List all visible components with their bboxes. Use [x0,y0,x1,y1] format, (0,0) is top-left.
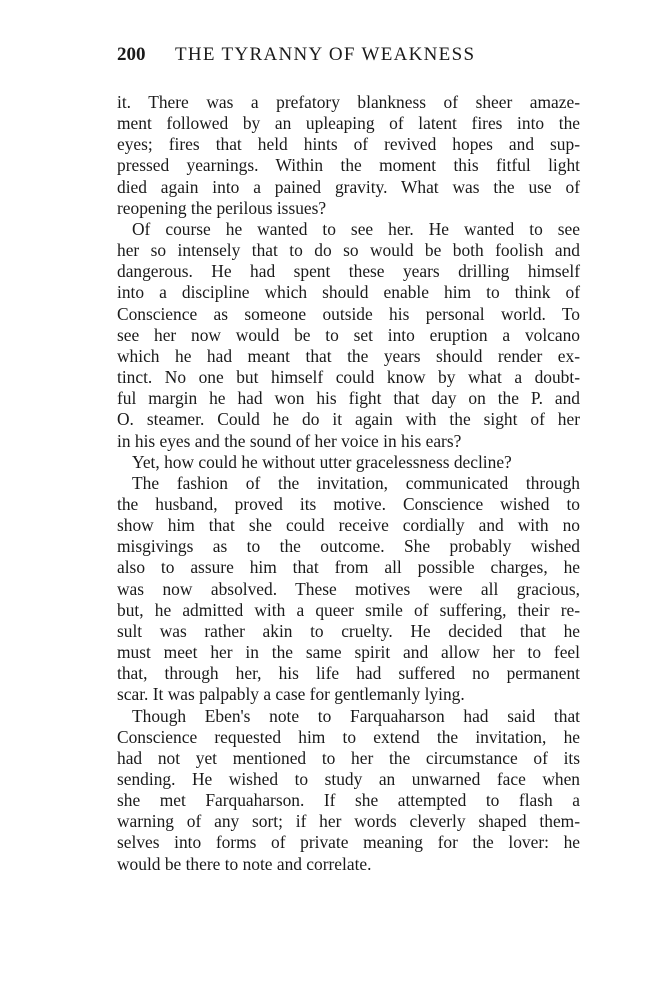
running-header [117,44,532,68]
text-line: Of course he wanted to see her. He wanted to see [132,218,580,239]
text-line: see her now would be to set into eruption a volcano [117,324,580,345]
text-line: she met Farquaharson. If she attempted to flash a [117,790,580,811]
text-line: O. steamer. Could he do it again with the sight of her [117,409,580,430]
page-number: 200 [117,44,146,65]
text-line: warning of any sort; if her words cleverly shaped them- [117,811,580,832]
text-line: dangerous. He had spent these years drilling himself [117,261,580,282]
text-line: The fashion of the invitation, communicated through [132,472,580,493]
text-line: Conscience requested him to extend the invitation, he [117,726,580,747]
text-line: pressed yearnings. Within the moment this fitful light [117,155,580,176]
text-line: selves into forms of private meaning for the lover: he [117,832,580,853]
body-text [117,92,580,875]
text-line: her so intensely that to do so would be both foolish and [117,240,580,261]
text-line: that, through her, his life had suffered no permanent [117,663,580,684]
text-line: also to assure him that from all possible charges, he [117,557,580,578]
text-line: sult was rather akin to cruelty. He decided that he [117,620,580,641]
text-line: but, he admitted with a queer smile of suffering, their re- [117,599,580,620]
text-line: misgivings as to the outcome. She probably wished [117,536,580,557]
text-line: the husband, proved its motive. Conscience wished to [117,493,580,514]
text-line: Conscience as someone outside his personal world. To [117,303,580,324]
text-line: show him that she could receive cordially and with no [117,515,580,536]
text-line: reopening the perilous issues? [117,197,327,218]
text-line: tinct. No one but himself could know by what a doubt- [117,367,580,388]
running-title: THE TYRANNY OF WEAKNESS [175,44,476,65]
text-line: Yet, how could he without utter gracelessness decline? [132,451,512,472]
text-line: eyes; fires that held hints of revived hopes and sup- [117,134,580,155]
text-line: it. There was a prefatory blankness of sheer amaze- [117,92,580,112]
text-line: which he had meant that the years should render ex- [117,345,580,366]
text-line: scar. It was palpably a case for gentlemanly lying. [117,684,465,705]
text-line: would be there to note and correlate. [117,853,372,874]
text-line: sending. He wished to study an unwarned face when [117,769,580,789]
text-line: ment followed by an upleaping of latent fires into the [117,113,580,134]
text-line: into a discipline which should enable him to think of [117,282,580,303]
text-line: was now absolved. These motives were all gracious, [117,578,580,599]
text-line: in his eyes and the sound of her voice in his ears? [117,430,462,451]
text-line: must meet her in the same spirit and allow her to feel [117,642,580,663]
text-line: ful margin he had won his fight that day on the P. and [117,388,580,409]
text-line: died again into a pained gravity. What was the use of [117,176,580,197]
text-line: Though Eben's note to Farquaharson had said that [132,705,580,726]
text-line: had not yet mentioned to her the circumstance of its [117,747,580,768]
